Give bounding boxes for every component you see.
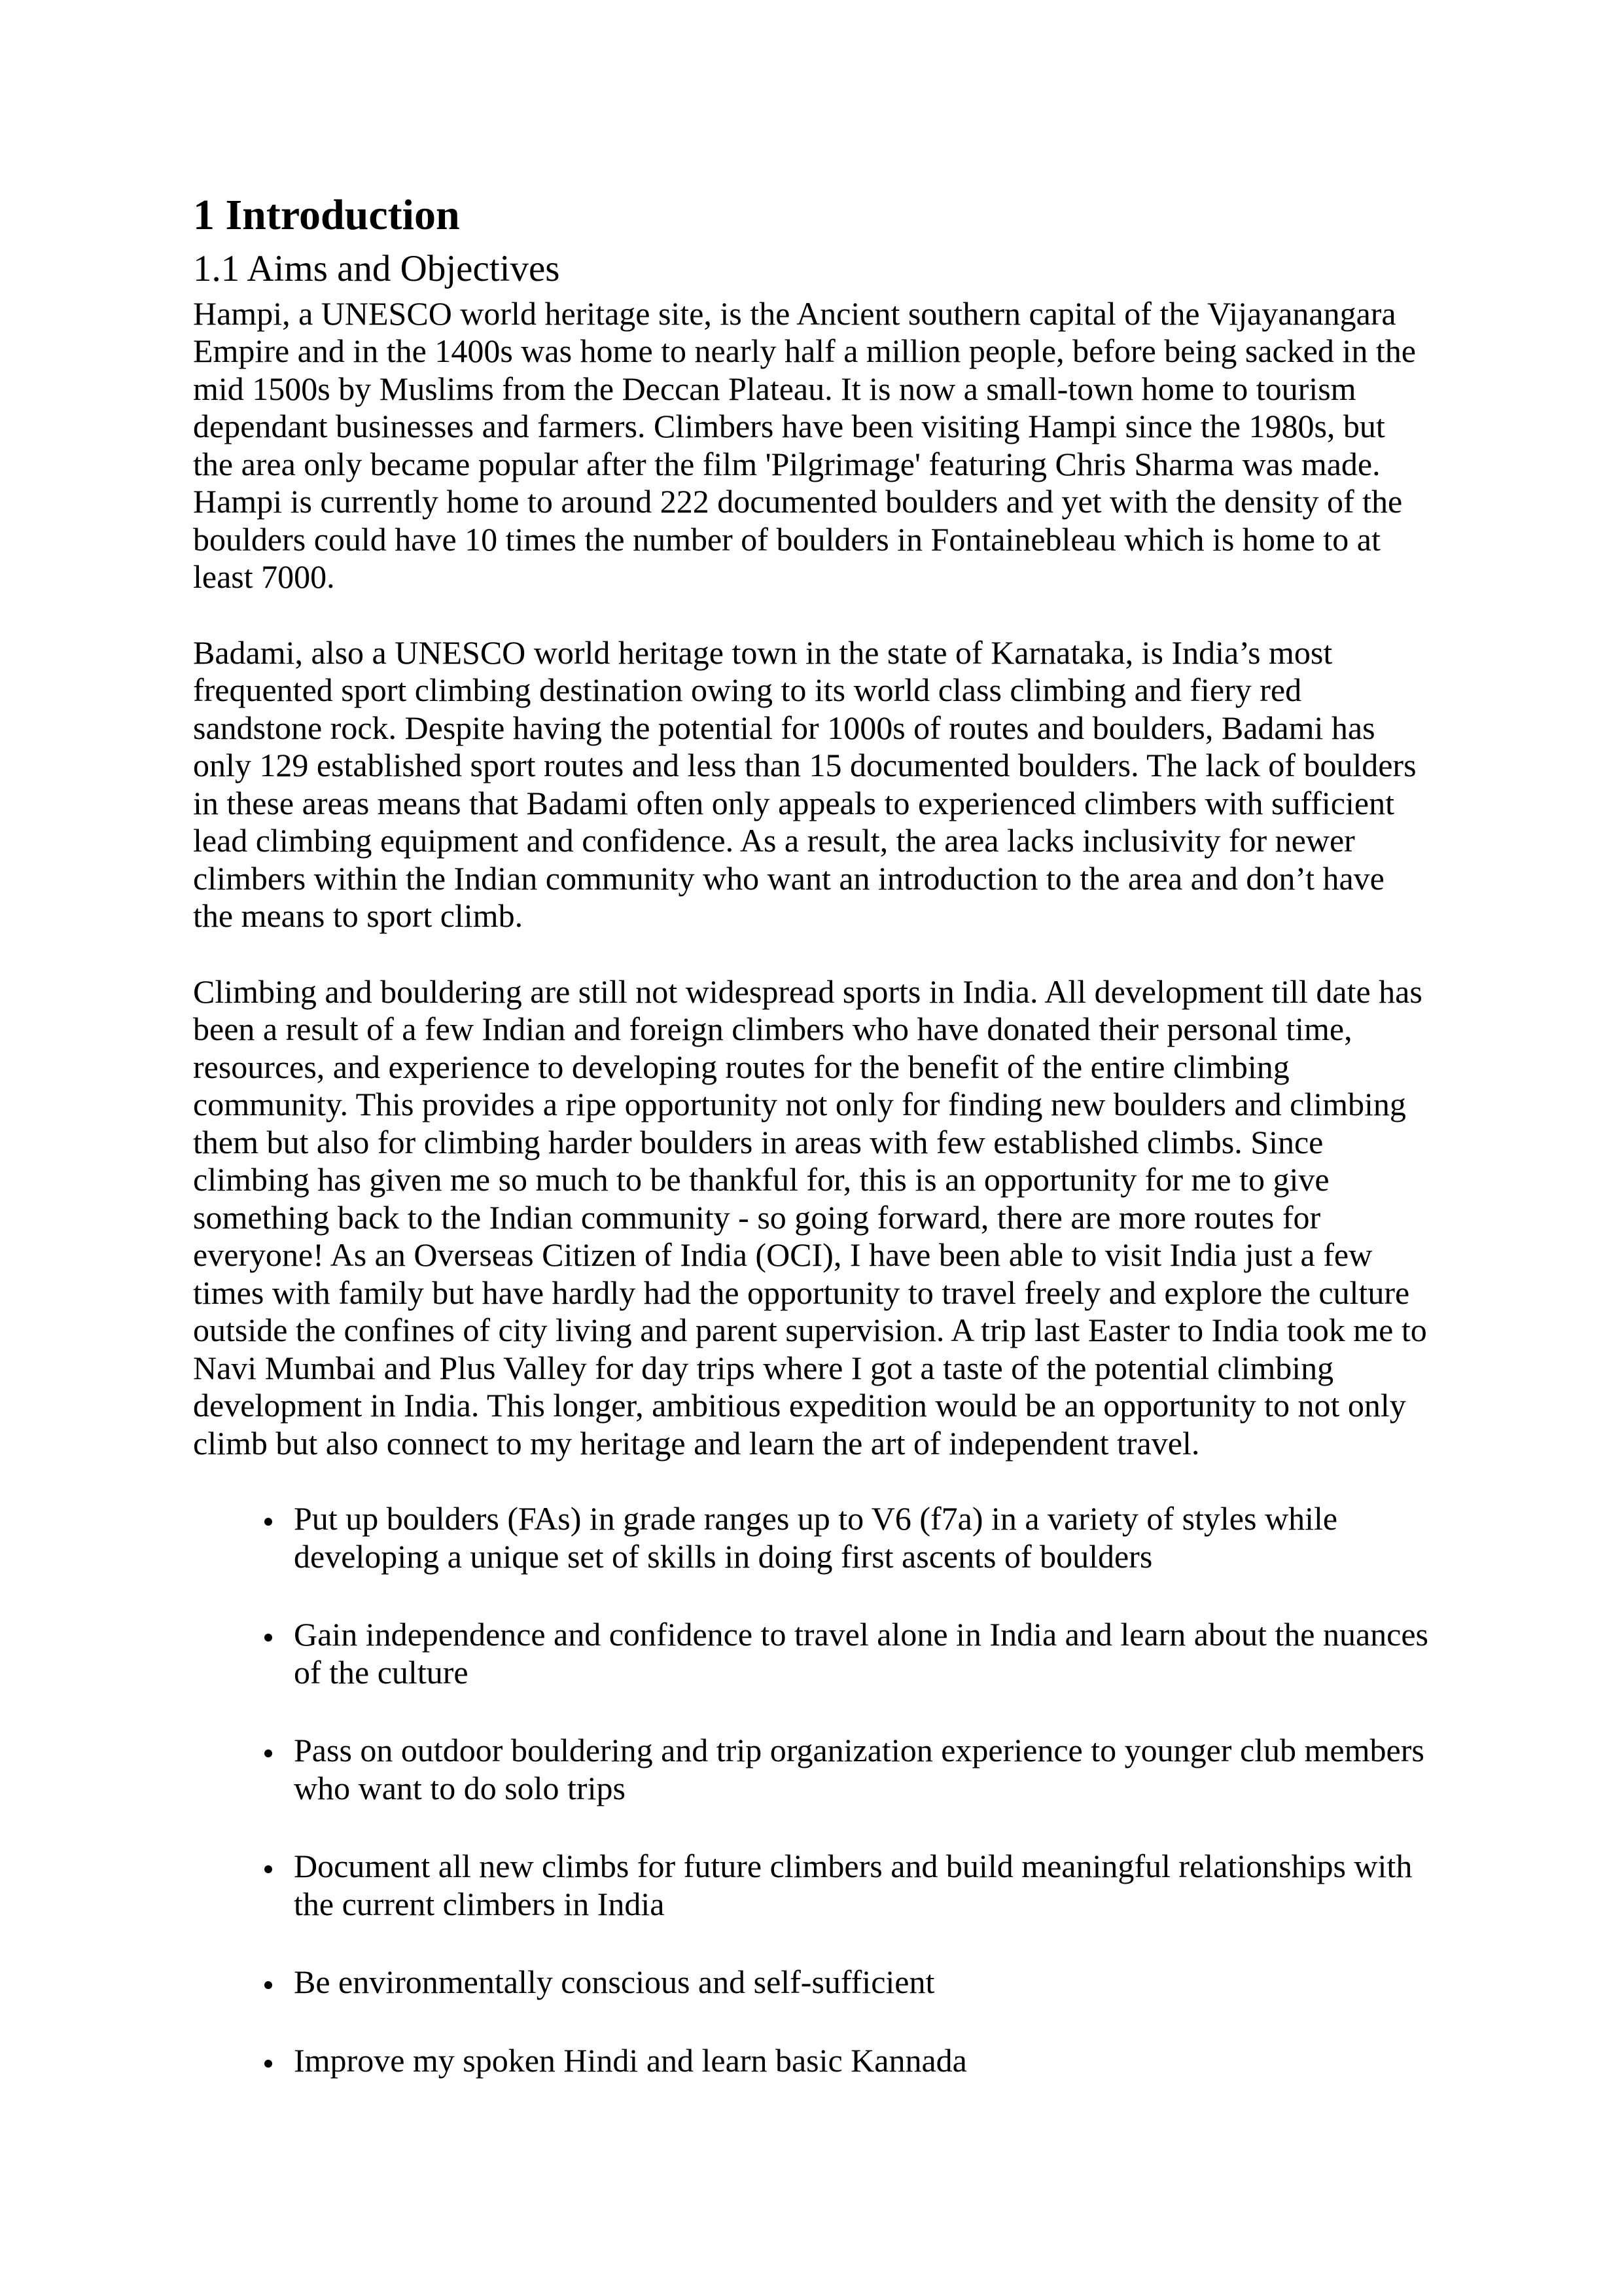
paragraph-climbing-india: Climbing and bouldering are still not widespread sports in India. All development till date has been a result of a few Indian and foreign climbers who have donated their personal time, resources, and experience to developing routes for the benefit of the entire climbing community. This provides a ripe opportunity not only for finding new boulders and climbing them but also for climbing harder boulders in areas with few established climbs. Since climbing has given me so much to be thankful for, this is an opportunity for me to give something back to the Indian community - so going forward, there are more routes for everyone! As an Overseas Citizen of India (OCI), I have been able to visit India just a few times with family but have hardly had the opportunity to travel freely and explore the culture outside the confines of city living and parent supervision. A trip last Easter to India took me to Navi Mumbai and Plus Valley for day trips where I got a taste of the potential climbing development in India. This longer, ambitious expedition would be an opportunity to not only climb but also connect to my heritage and learn the art of independent travel. bbox=[193, 973, 1427, 1462]
paragraph-hampi: Hampi, a UNESCO world heritage site, is the Ancient southern capital of the Vijayanangara Empire and in the 1400s was home to nearly half a million people, before being sacked in the mid 1500s by Muslims from the Deccan Plateau. It is now a small-town home to tourism dependant businesses and farmers. Climbers have been visiting Hampi since the 1980s, but the area only became popular after the film 'Pilgrimage' featuring Chris Sharma was made. Hampi is currently home to around 222 documented boulders and yet with the density of the boulders could have 10 times the number of boulders in Fontainebleau which is home to at least 7000. bbox=[193, 295, 1416, 596]
objective-item-language: • Improve my spoken Hindi and learn basic Kannada bbox=[285, 2042, 1431, 2080]
objective-item-boulders-fa: • Put up boulders (FAs) in grade ranges up to V6 (f7a) in a variety of styles while developing a unique set of skills in doing first ascents of boulders bbox=[285, 1500, 1431, 1575]
subsection-heading: 1.1 Aims and Objectives bbox=[193, 247, 560, 289]
objective-item-environment: • Be environmentally conscious and self-sufficient bbox=[285, 1964, 1431, 2001]
objectives-list bbox=[193, 1500, 1431, 2079]
section-heading: 1 Introduction bbox=[193, 191, 460, 239]
objective-item-independence: • Gain independence and confidence to travel alone in India and learn about the nuances of the culture bbox=[285, 1616, 1431, 1691]
paragraph-badami: Badami, also a UNESCO world heritage town in the state of Karnataka, is India’s most frequented sport climbing destination owing to its world class climbing and fiery red sandstone rock. Despite having the potential for 1000s of routes and boulders, Badami has only 129 established sport routes and less than 15 documented boulders. The lack of boulders in these areas means that Badami often only appeals to experienced climbers with sufficient lead climbing equipment and confidence. As a result, the area lacks inclusivity for newer climbers within the Indian community who want an introduction to the area and don’t have the means to sport climb. bbox=[193, 634, 1417, 935]
objective-item-pass-on-experience: • Pass on outdoor bouldering and trip organization experience to younger club members who want to do solo trips bbox=[285, 1732, 1431, 1807]
objective-item-document-climbs: • Document all new climbs for future climbers and build meaningful relationships with the current climbers in India bbox=[285, 1848, 1431, 1923]
